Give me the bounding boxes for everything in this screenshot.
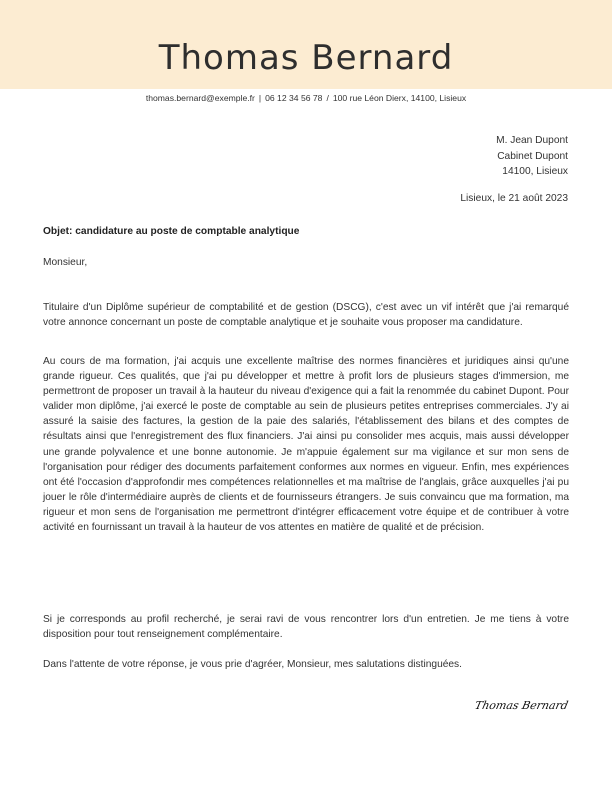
recipient-city: 14100, Lisieux — [502, 166, 568, 177]
sender-address: 100 rue Léon Dierx, 14100, Lisieux — [332, 93, 467, 103]
sender-name: Thomas Bernard — [158, 38, 454, 78]
body-paragraph-2: Au cours de ma formation, j'ai acquis une excellente maîtrise des normes financières et juridiques ainsi qu'une grande rigueur. Ces qualités, que j'ai pu développer et mettre à profit lors de plusieurs stages d'immersion, me permettront de proposer un travail à la hauteur du niveau d'exigence qui a fait la renommée du cabinet Dupont. Pour valider mon diplôme, j'ai exercé le poste de comptable au sein de plusieurs petites entreprises commerciales. J'y ai assuré la saisie des factures, la gestion de la paie des salariés, l'établissement des bilans et des comptes de résultats ainsi que l'enregistrement des flux financiers. J'ai ainsi pu consolider mes acquis, mais aussi développer une grande polyvalence et une bonne autonomie. Je m'appuie également sur ma vigilance et sur mon sens de l'organisation pour rédiger des documents parfaitement conformes aux normes en vigueur. Enfin, mes expériences ont été l'occasion d'approfondir mes compétences relationnelles et ma maîtrise de l'anglais, grâce auxquelles j'ai pu jouer le rôle d'intermédiaire auprès de clients et de fournisseurs étrangers. Je suis convaincu que ma formation, ma rigueur et mon sens de l'organisation me permettront d'intégrer efficacement votre équipe et de contribuer à votre activité en fournissant un travail à la hauteur de vos attentes en matière de qualité et de précision. — [43, 356, 569, 534]
body-paragraph-3: Si je corresponds au profil recherché, je serai ravi de vous rencontrer lors d'un entretien. Je me tiens à votre disposition pour tout renseignement complémentaire. — [43, 614, 569, 641]
closing-paragraph: Dans l'attente de votre réponse, je vous prie d'agréer, Monsieur, mes salutations distinguées. — [43, 659, 462, 670]
contact-line — [0, 93, 612, 103]
recipient-company: Cabinet Dupont — [497, 150, 568, 162]
letter-date: Lisieux, le 21 août 2023 — [460, 193, 568, 204]
sender-email: thomas.bernard@exemple.fr — [145, 93, 255, 103]
letter-subject: Objet: candidature au poste de comptable analytique — [43, 226, 300, 237]
recipient-name: M. Jean Dupont — [496, 135, 568, 146]
salutation: Monsieur, — [43, 257, 88, 268]
body-paragraph-1: Titulaire d'un Diplôme supérieur de comptabilité et de gestion (DSCG), c'est avec un vif intérêt que j'ai remarqué votre annonce concernant un poste de comptable analytique et je souhaite vous proposer ma candidature. — [43, 302, 569, 329]
contact-separator: | — [258, 93, 262, 103]
recipient-block — [496, 133, 568, 180]
sender-phone: 06 12 34 56 78 — [265, 93, 323, 103]
signature: Thomas Bernard — [473, 699, 570, 712]
contact-separator: / — [326, 93, 329, 103]
